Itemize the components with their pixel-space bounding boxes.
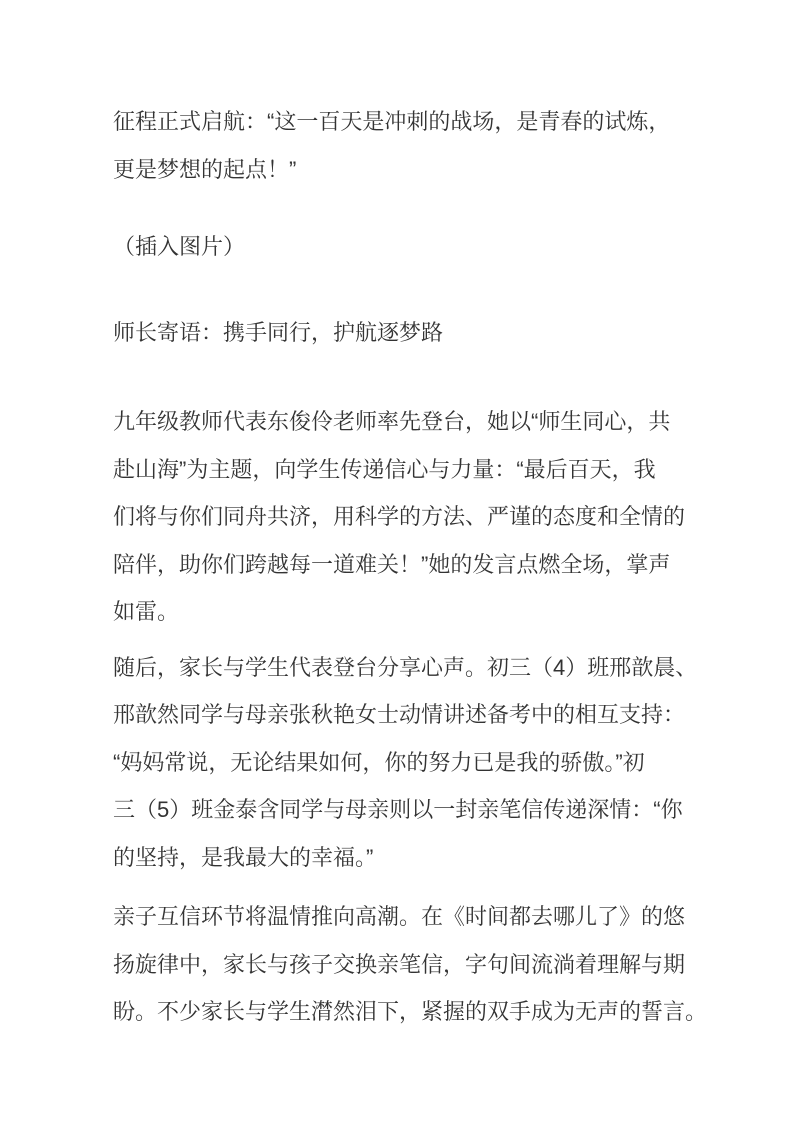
text-line: 邢歆然同学与母亲张秋艳女士动情讲述备考中的相互支持： (113, 702, 686, 727)
section-heading (113, 309, 723, 357)
paragraph-opening-quote (113, 98, 723, 193)
paragraph-letter-exchange (113, 893, 723, 1036)
text-line: 盼。不少家长与学生潸然泪下，紧握的双手成为无声的誓言。 (113, 999, 708, 1024)
text-line: 如雷。 (113, 599, 180, 624)
text-line: 九年级教师代表东俊伶老师率先登台，她以“师生同心，共 (113, 409, 671, 434)
paragraph-teacher-speech (113, 398, 723, 636)
text-line: 陪伴，助你们跨越每一道难关！”她的发言点燃全场，掌声 (113, 551, 671, 577)
text-line: “妈妈常说，无论结果如何，你的努力已是我的骄傲。”初 (113, 749, 645, 775)
text-line: 的坚持，是我最大的幸福。” (113, 844, 374, 870)
text-line: 扬旋律中，家长与孩子交换亲笔信，字句间流淌着理解与期 (113, 951, 686, 977)
text-line: 三（5）班金泰含同学与母亲则以一封亲笔信传递深情：“你 (113, 797, 683, 822)
text-line: 亲子互信环节将温情推向高潮。在《时间都去哪儿了》的悠 (113, 904, 686, 929)
text-line: 更是梦想的起点！” (113, 156, 297, 182)
text-line: 师长寄语：携手同行，护航逐梦路 (113, 319, 444, 345)
image-placeholder-note (113, 223, 723, 271)
text-line: （插入图片） (113, 234, 246, 259)
text-line: 随后，家长与学生代表登台分享心声。初三（4）班邢歆晨、 (113, 654, 698, 680)
text-line: 们将与你们同舟共济，用科学的方法、严谨的态度和全情的 (113, 504, 686, 529)
paragraph-parent-student-sharing (113, 644, 723, 882)
text-line: 赴山海”为主题，向学生传递信心与力量：“最后百天，我 (113, 456, 656, 482)
document-text-content (113, 98, 723, 1036)
text-line: 征程正式启航：“这一百天是冲刺的战场，是青春的试炼， (113, 109, 671, 134)
